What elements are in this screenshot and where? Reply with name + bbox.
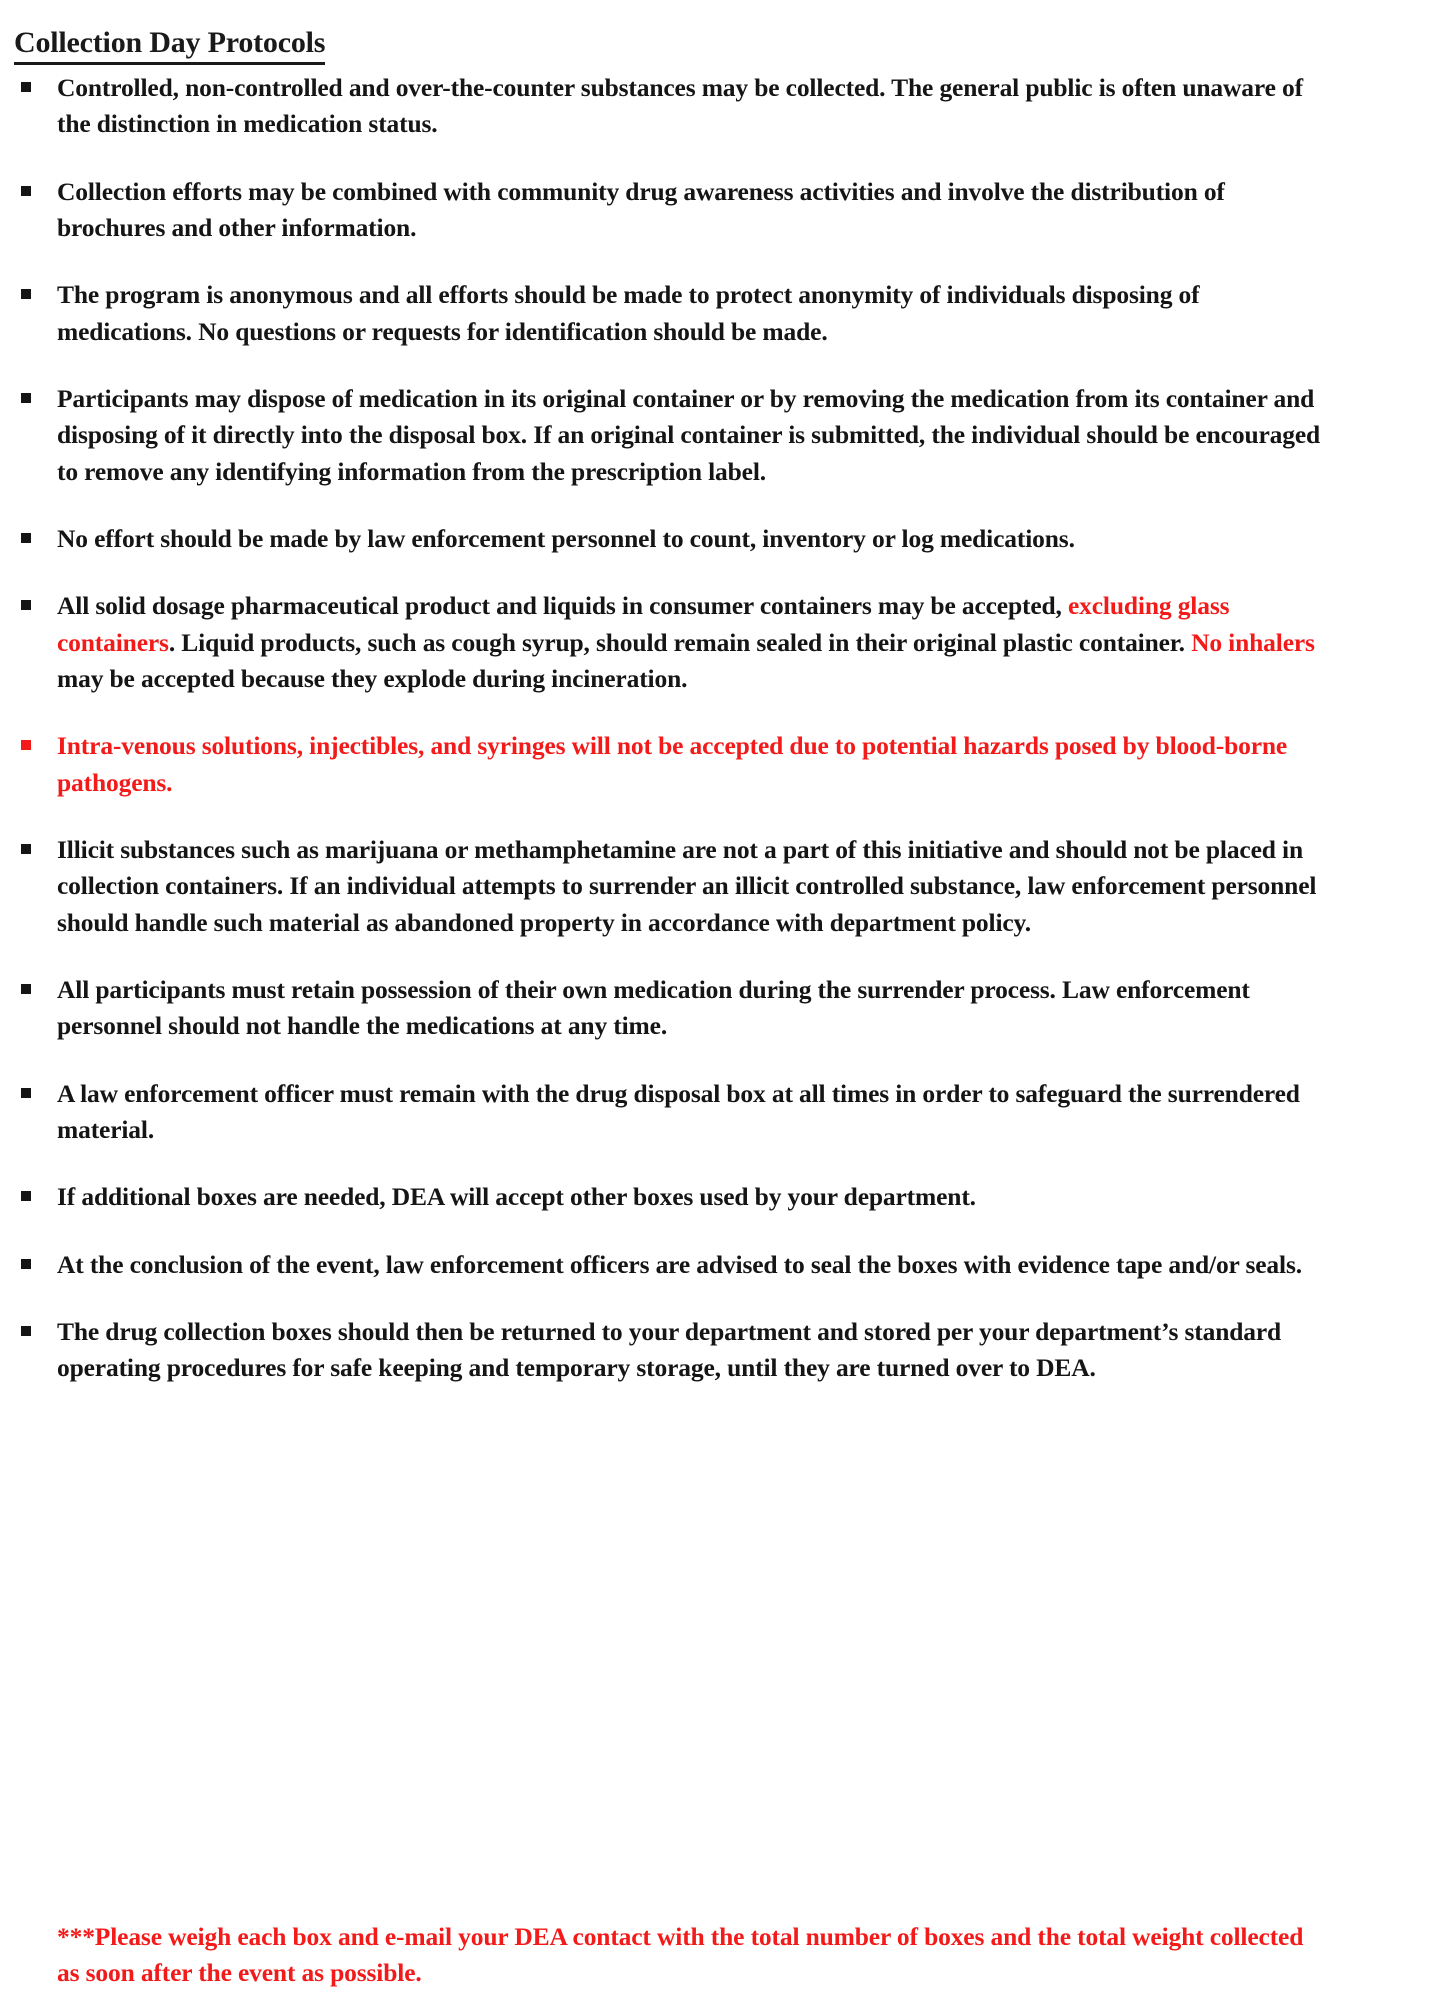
body-text: Controlled, non-controlled and over-the-counter substances may be collected. The general public is often unaware of the distinction in medication status.	[57, 73, 1303, 139]
body-text: A law enforcement officer must remain with the drug disposal box at all times in order to safeguard the surrendered material.	[57, 1078, 1300, 1144]
list-item-text	[57, 728, 1330, 801]
list-item	[0, 174, 1436, 247]
square-bullet-icon	[21, 1259, 31, 1269]
body-text: At the conclusion of the event, law enforcement officers are advised to seal the boxes with evidence tape and/or seals.	[57, 1249, 1302, 1279]
page-title: Collection Day Protocols	[14, 26, 325, 65]
body-text: may be accepted because they explode during incineration.	[57, 663, 688, 693]
body-text: Illicit substances such as marijuana or methamphetamine are not a part of this initiative and should not be placed in collection containers. If an individual attempts to surrender an illicit controlled substance, law enforcement personnel should handle such material as abandoned property in accordance with department policy.	[57, 834, 1317, 937]
square-bullet-icon	[21, 1326, 31, 1336]
square-bullet-icon	[21, 1088, 31, 1098]
emphasis-text-red: Intra-venous solutions, injectibles, and syringes will not be accepted due to potential hazards posed by blood-borne pathogens.	[57, 731, 1288, 797]
list-item-text	[57, 381, 1330, 490]
body-text: The drug collection boxes should then be returned to your department and stored per your department’s standard operating procedures for safe keeping and temporary storage, until they are turned over to DEA.	[57, 1316, 1282, 1383]
list-item-text	[57, 1247, 1330, 1283]
body-text: All solid dosage pharmaceutical product and liquids in consumer containers may be accepted,	[57, 591, 1068, 621]
list-item	[0, 277, 1436, 350]
list-item-text	[57, 277, 1330, 350]
list-item-text	[57, 1314, 1330, 1387]
square-bullet-icon	[21, 844, 31, 854]
body-text: . Liquid products, such as cough syrup, should remain sealed in their original plastic container.	[168, 627, 1192, 657]
square-bullet-icon	[21, 289, 31, 299]
list-item-text	[57, 521, 1330, 557]
list-item-text	[57, 588, 1330, 697]
body-text: No effort should be made by law enforcement personnel to count, inventory or log medications.	[57, 523, 1075, 553]
body-text: Participants may dispose of medication in its original container or by removing the medication from its container and disposing of it directly into the disposal box. If an original container is submitted, the individual should be encouraged to remove any identifying information from the prescription label.	[57, 383, 1321, 486]
list-item	[0, 1314, 1436, 1387]
emphasis-text-red: No inhalers	[1191, 627, 1315, 657]
list-item-text	[57, 832, 1330, 941]
body-text: The program is anonymous and all efforts should be made to protect anonymity of individuals disposing of medications. No questions or requests for identification should be made.	[57, 280, 1200, 346]
square-bullet-icon	[21, 82, 31, 92]
body-text: If additional boxes are needed, DEA will accept other boxes used by your department.	[57, 1182, 976, 1212]
protocol-bullet-list	[0, 70, 1436, 1418]
list-item	[0, 832, 1436, 941]
list-item	[0, 1247, 1436, 1283]
list-item	[0, 972, 1436, 1045]
closing-note: ***Please weigh each box and e-mail your DEA contact with the total number of boxes and the total weight collected as soon after the event as possible.	[57, 1921, 1304, 1987]
emphasis-text-red: excluding glass containers	[57, 591, 1230, 657]
square-bullet-icon	[21, 186, 31, 196]
list-item-text	[57, 1179, 1330, 1215]
square-bullet-icon	[21, 393, 31, 403]
square-bullet-icon	[21, 984, 31, 994]
square-bullet-icon	[21, 600, 31, 610]
list-item	[0, 728, 1436, 801]
body-text: Collection efforts may be combined with community drug awareness activities and involve the distribution of brochures and other information.	[57, 176, 1225, 242]
list-item-text	[57, 174, 1330, 247]
list-item-text	[57, 70, 1330, 143]
list-item	[0, 1179, 1436, 1215]
list-item-text	[57, 972, 1330, 1045]
list-item-text	[57, 1076, 1330, 1149]
list-item	[0, 521, 1436, 557]
list-item	[0, 381, 1436, 490]
body-text: All participants must retain possession of their own medication during the surrender process. Law enforcement personnel should not handle the medications at any time.	[57, 974, 1250, 1041]
square-bullet-icon	[21, 740, 31, 750]
square-bullet-icon	[21, 533, 31, 543]
list-item	[0, 1076, 1436, 1149]
list-item	[0, 70, 1436, 143]
list-item	[0, 588, 1436, 697]
square-bullet-icon	[21, 1191, 31, 1201]
